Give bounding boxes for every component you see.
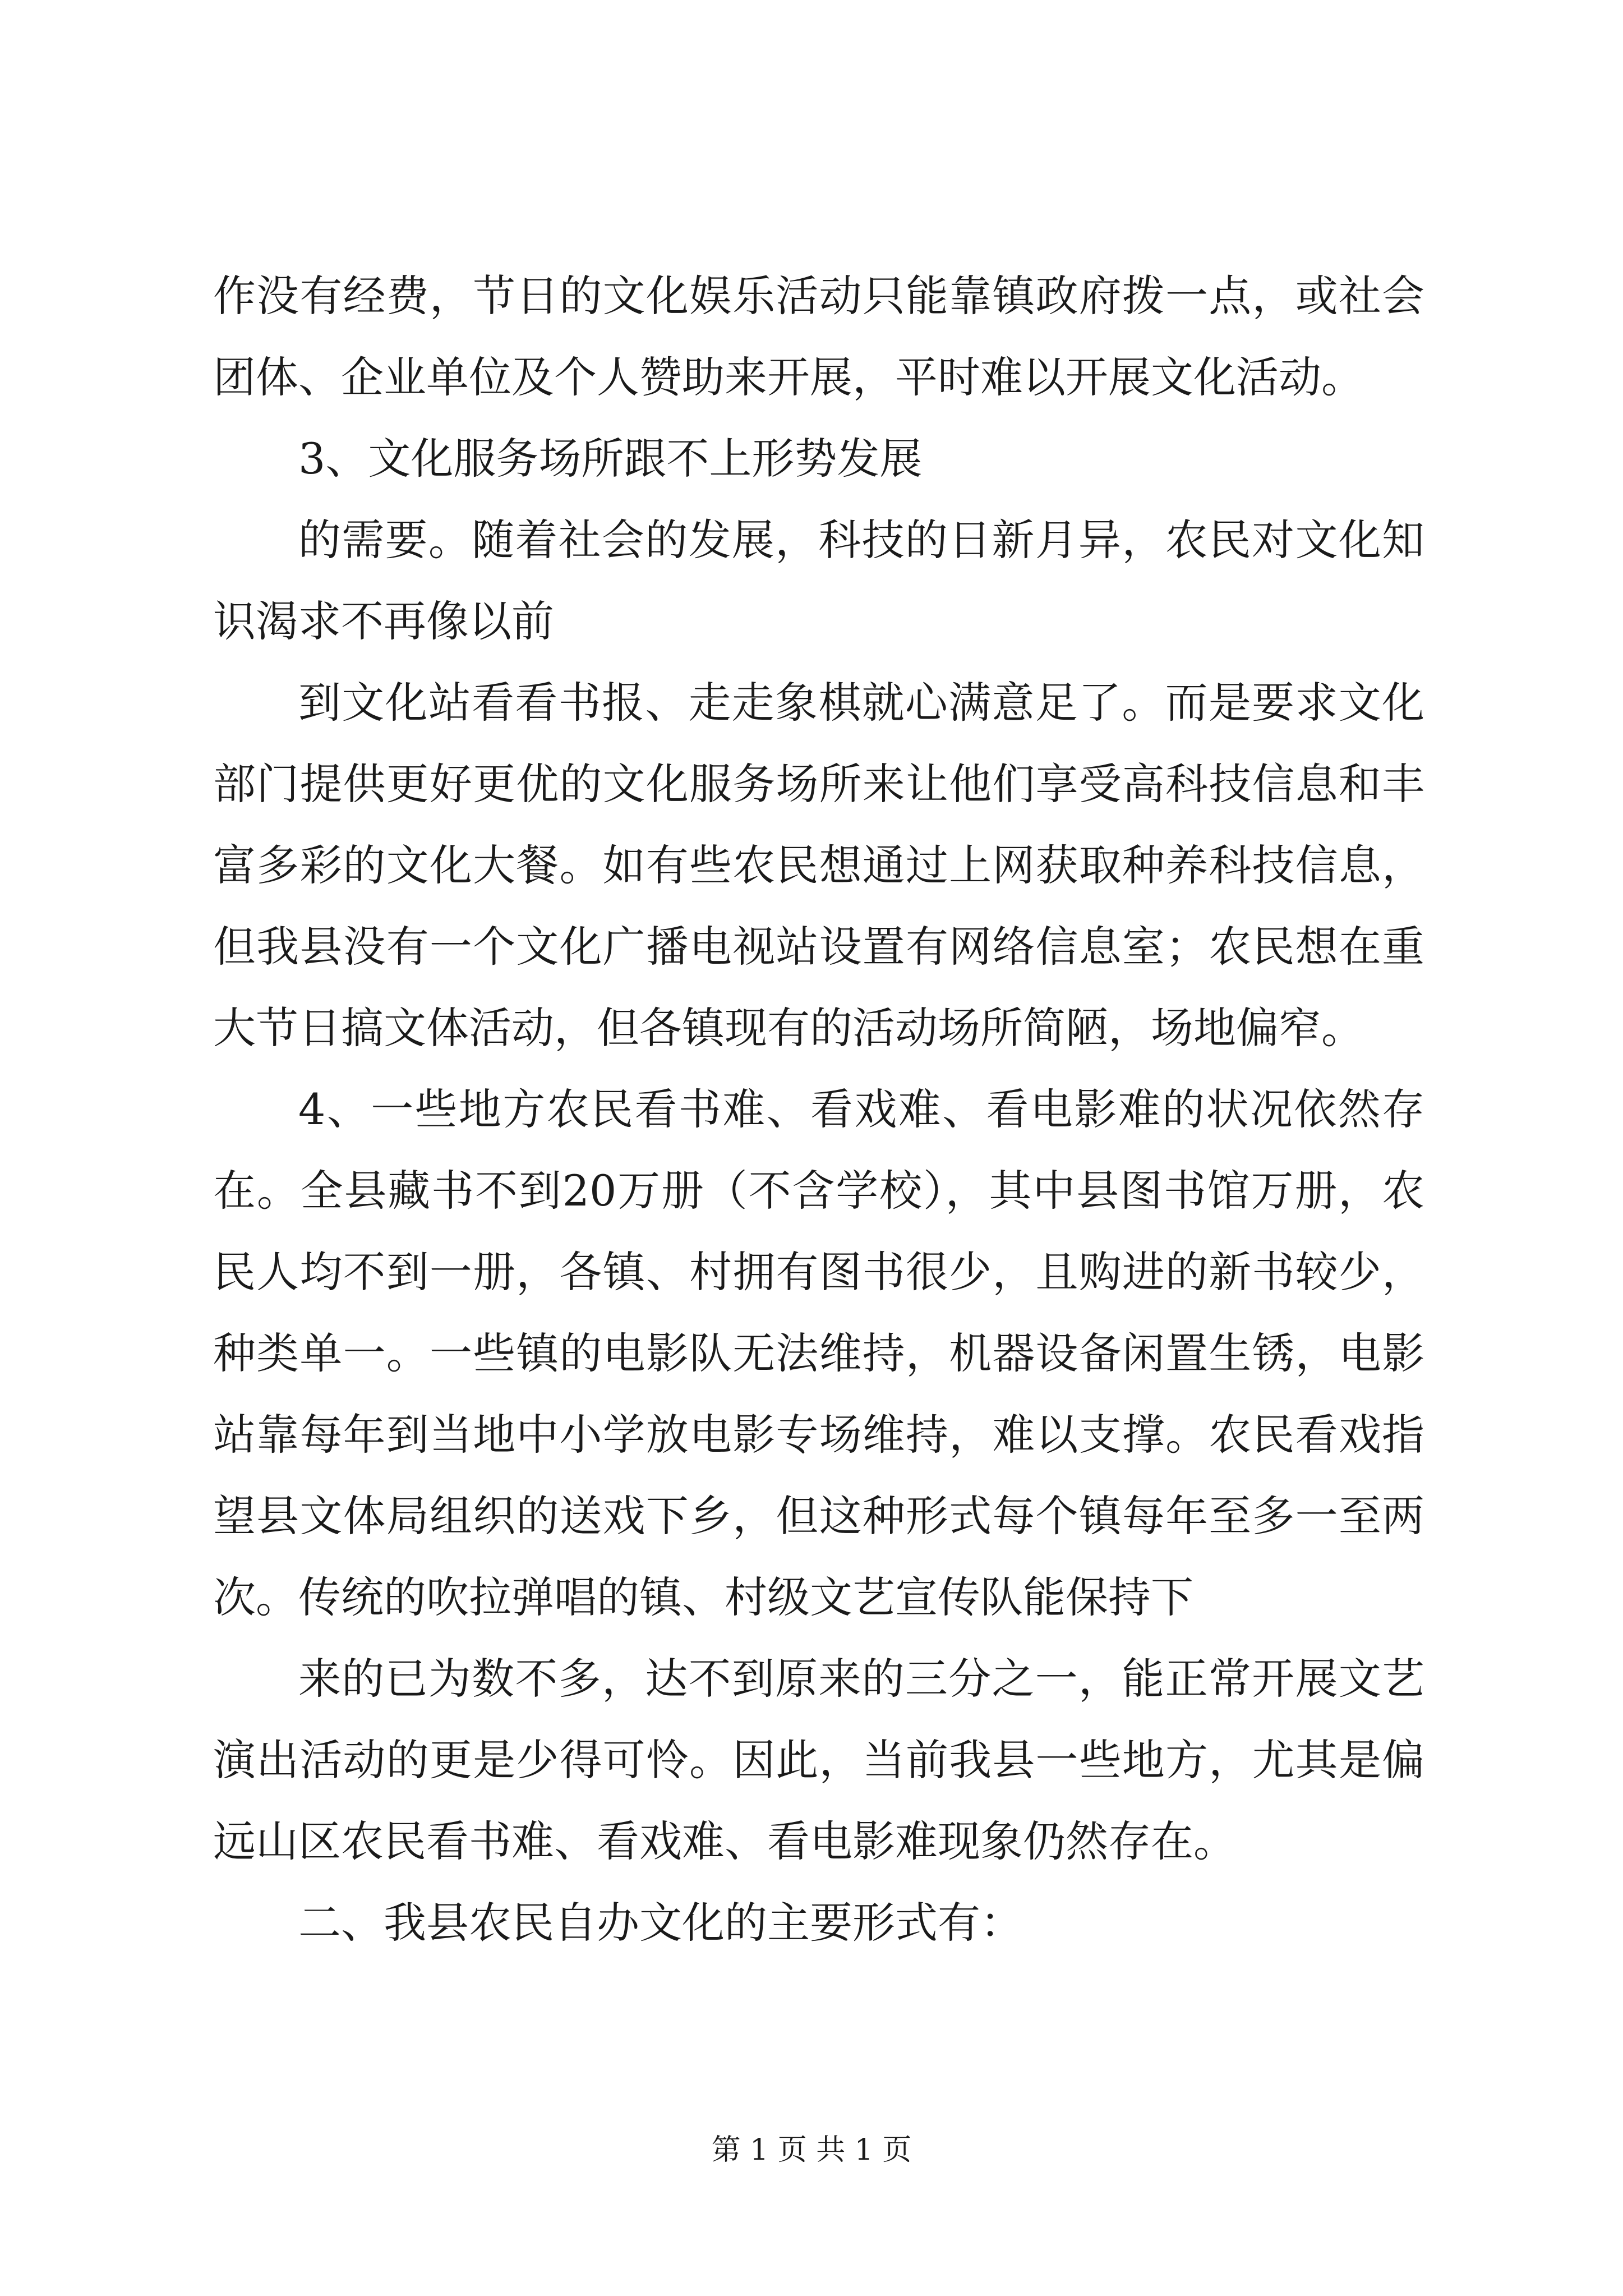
- section-heading: 二、我县农民自办文化的主要形式有：: [298, 1898, 1023, 1948]
- paragraph: 的需要。随着社会的发展，科技的日新月异，农民对文化知识渴求不再像以前: [213, 515, 1424, 646]
- paragraph-heading-4: 4、一些地方农民看书难、看戏难、看电影难的状况依然存在。全县藏书不到20万册（不含学校），其中县图书馆万册，农民人均不到一册，各镇、村拥有图书很少，且购进的新书较少，种类单一。一些镇的电影队无法维持，机器设备闲置生锈，电影站靠每年到当地中小学放电影专场维持，难以支撑。农民看戏指望县文体局组织的送戏下乡，但这种形式每个镇每年至多一至两次。传统的吹拉弹唱的镇、村级文艺宣传队能保持下: [213, 1084, 1424, 1622]
- document-body: [213, 255, 1424, 1963]
- page-footer: 第 1 页 共 1 页: [711, 2133, 912, 2167]
- paragraph-continuation: 作没有经费，节日的文化娱乐活动只能靠镇政府拨一点，或社会团体、企业单位及个人赞助来开展，平时难以开展文化活动。: [213, 271, 1424, 402]
- paragraph: 来的已为数不多，达不到原来的三分之一，能正常开展文艺演出活动的更是少得可怜。因此，当前我县一些地方，尤其是偏远山区农民看书难、看戏难、看电影难现象仍然存在。: [213, 1654, 1424, 1866]
- paragraph-heading-3: 3、文化服务场所跟不上形势发展: [298, 434, 923, 484]
- paragraph: 到文化站看看书报、走走象棋就心满意足了。而是要求文化部门提供更好更优的文化服务场所来让他们享受高科技信息和丰富多彩的文化大餐。如有些农民想通过上网获取种养科技信息，但我县没有一个文化广播电视站设置有网络信息室；农民想在重大节日搞文体活动，但各镇现有的活动场所简陋，场地偏窄。: [213, 678, 1424, 1053]
